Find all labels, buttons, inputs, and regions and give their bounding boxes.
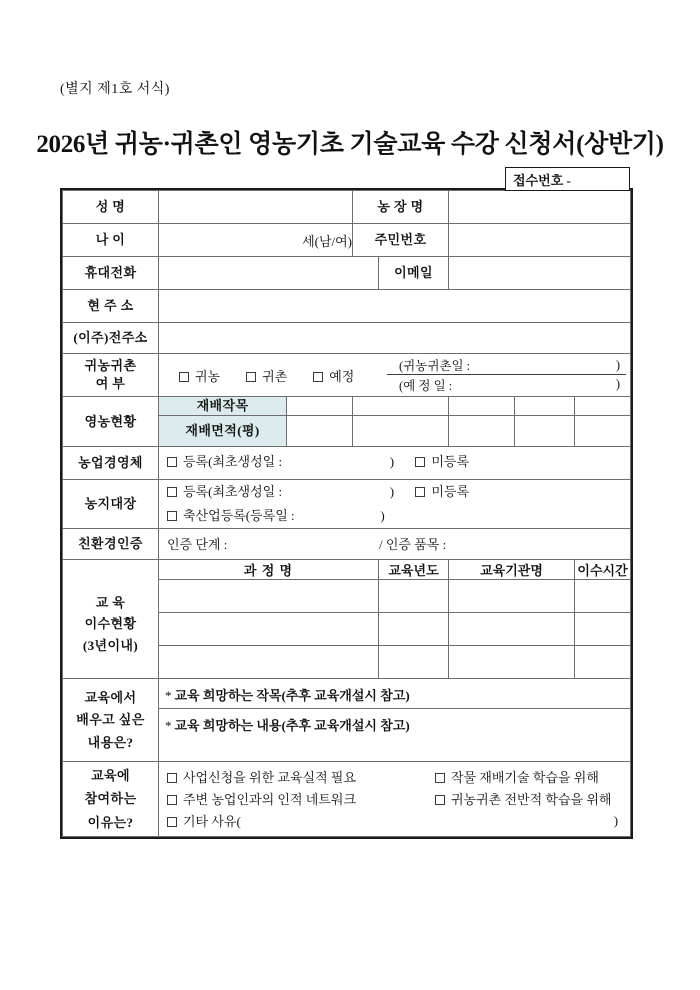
table-row-return-status: [63, 354, 631, 397]
checkbox-label: 축산업등록(등록일 :: [183, 507, 295, 523]
field-reason: [159, 761, 631, 836]
field-institution-3[interactable]: [449, 645, 575, 678]
field-crop-area-1[interactable]: [287, 415, 353, 446]
checkbox-option-return-farming[interactable]: [179, 366, 220, 385]
checkbox-label: 귀촌: [262, 368, 288, 384]
checkbox-icon[interactable]: [246, 372, 256, 382]
application-form-table: [62, 190, 631, 837]
field-education-year-3[interactable]: [379, 645, 449, 678]
label-farmland-ledger: 농지대장: [63, 479, 159, 528]
checkbox-label: 미등록: [431, 454, 470, 470]
table-row-crop-items: [63, 397, 631, 416]
table-row-eco-certification: [63, 528, 631, 559]
field-hours-2[interactable]: [575, 612, 631, 645]
label-business-entity: 농업경영체: [63, 446, 159, 479]
form-note: (별지 제1호 서식): [60, 82, 170, 97]
table-row-previous-address: [63, 323, 631, 354]
field-business-entity: [159, 446, 631, 479]
label-farming-status: 영농현황: [63, 397, 159, 447]
farmland-ledger-line-1: [159, 480, 630, 504]
field-return-date-close: ): [615, 357, 621, 372]
label-wish-line2: 배우고 싶은: [76, 712, 145, 728]
field-planned-date[interactable]: [387, 375, 626, 394]
table-row-wish-crop: [63, 678, 631, 708]
checkbox-option-livestock-registration[interactable]: [167, 506, 385, 526]
reason-option-row-1: [167, 767, 624, 786]
label-reason: [63, 761, 159, 836]
checkbox-option-entity-unregistered[interactable]: [415, 452, 469, 472]
field-crop-area-5[interactable]: [575, 415, 631, 446]
entity-registered-close: ): [389, 454, 395, 470]
table-row-farmland-ledger: [63, 479, 631, 528]
table-row-address: [63, 290, 631, 323]
checkbox-option-general-learning[interactable]: [435, 789, 611, 808]
field-crop-item-5[interactable]: [575, 397, 631, 416]
checkbox-label: 기타 사유(: [183, 814, 241, 830]
receipt-number-box: [505, 167, 630, 191]
table-row-education-header: [63, 559, 631, 579]
field-crop-item-1[interactable]: [287, 397, 353, 416]
checkbox-icon[interactable]: [167, 795, 177, 805]
field-resident-number-value[interactable]: [449, 224, 631, 257]
label-eco-certification: 친환경인증: [63, 528, 159, 559]
field-return-date-label: (귀농귀촌일 :: [399, 359, 471, 373]
checkbox-option-crop-technique[interactable]: [435, 767, 599, 786]
field-planned-date-close: ): [615, 377, 621, 391]
checkbox-option-other-reason[interactable]: [167, 811, 241, 830]
label-reason-line1: 교육에: [91, 767, 130, 783]
field-course-name-3[interactable]: [159, 645, 379, 678]
checkbox-icon[interactable]: [415, 457, 425, 467]
label-age: 나 이: [63, 224, 159, 257]
checkbox-icon[interactable]: [313, 372, 323, 382]
table-row-name: [63, 191, 631, 224]
field-crop-area-4[interactable]: [515, 415, 575, 446]
label-resident-number: 주민번호: [353, 224, 449, 257]
checkbox-option-planned[interactable]: [313, 366, 354, 385]
bullet-star: *: [165, 687, 172, 703]
label-education-line3: (3년이내): [82, 637, 139, 653]
field-farmland-ledger: [159, 479, 631, 528]
bullet-star: *: [165, 717, 172, 733]
checkbox-icon[interactable]: [167, 487, 177, 497]
field-mobile-phone-value[interactable]: [159, 257, 379, 290]
field-farm-name-value[interactable]: [449, 191, 631, 224]
field-wish-crop[interactable]: [159, 678, 631, 708]
reason-option-row-2: [167, 789, 624, 808]
checkbox-label: 미등록: [431, 483, 470, 499]
field-planned-date-label: (예 정 일 :: [399, 378, 453, 393]
label-previous-address: (이주)전주소: [63, 323, 159, 354]
field-crop-item-2[interactable]: [353, 397, 449, 416]
column-header-institution: 교육기관명: [449, 559, 575, 579]
checkbox-icon[interactable]: [167, 817, 177, 827]
checkbox-label: 예정: [329, 368, 355, 384]
reason-option-row-3: [167, 811, 624, 830]
label-crop-area: 재배면적(평): [159, 415, 287, 446]
field-education-year-1[interactable]: [379, 579, 449, 612]
field-crop-area-2[interactable]: [353, 415, 449, 446]
field-wish-content[interactable]: [159, 708, 631, 761]
checkbox-icon[interactable]: [415, 487, 425, 497]
checkbox-option-entity-registered[interactable]: [167, 452, 394, 472]
checkbox-option-business-requirement[interactable]: [167, 767, 435, 786]
ledger-registered-close: ): [389, 483, 395, 499]
column-header-hours: 이수시간: [575, 559, 631, 579]
label-reason-line2: 참여하는: [84, 791, 137, 807]
other-reason-close: ): [613, 812, 619, 828]
checkbox-icon[interactable]: [179, 372, 189, 382]
label-wish-line1: 교육에서: [84, 689, 137, 705]
label-current-address: 현 주 소: [63, 290, 159, 323]
checkbox-label: 등록(최초생성일 :: [183, 483, 283, 499]
label-name: 성 명: [63, 191, 159, 224]
checkbox-label: 작물 재배기술 학습을 위해: [451, 770, 599, 786]
label-return-status-line2: 여 부: [95, 376, 126, 391]
field-education-year-2[interactable]: [379, 612, 449, 645]
checkbox-option-return-village[interactable]: [246, 366, 287, 385]
checkbox-option-ledger-registered[interactable]: [167, 482, 394, 502]
field-crop-item-3[interactable]: [449, 397, 515, 416]
checkbox-option-network[interactable]: [167, 789, 435, 808]
field-hours-1[interactable]: [575, 579, 631, 612]
checkbox-icon[interactable]: [435, 795, 445, 805]
table-row-age: [63, 224, 631, 257]
field-email-value[interactable]: [449, 257, 631, 290]
return-status-checkbox-group: [159, 356, 387, 394]
label-reason-line3: 이유는?: [87, 814, 134, 830]
table-row-reason: [63, 761, 631, 836]
table-row-business-entity: [63, 446, 631, 479]
business-entity-options: [159, 450, 630, 474]
field-hours-3[interactable]: [575, 645, 631, 678]
field-crop-area-3[interactable]: [449, 415, 515, 446]
label-education-history: [63, 559, 159, 678]
label-education-line1: 교 육: [95, 594, 126, 610]
checkbox-icon[interactable]: [167, 457, 177, 467]
label-farm-name: 농 장 명: [353, 191, 449, 224]
label-email: 이메일: [379, 257, 449, 290]
field-eco-certification[interactable]: [159, 528, 631, 559]
eco-cert-item-label: / 인증 품목 :: [379, 537, 447, 553]
field-crop-item-4[interactable]: [515, 397, 575, 416]
eco-cert-stage-label: 인증 단계 :: [167, 537, 228, 553]
field-course-name-1[interactable]: [159, 579, 379, 612]
field-previous-address-value[interactable]: [159, 323, 631, 354]
label-education-line2: 이수현황: [84, 616, 137, 632]
label-wish-line3: 내용은?: [87, 734, 134, 750]
field-return-date[interactable]: [387, 356, 626, 375]
label-mobile-phone: 휴대전화: [63, 257, 159, 290]
label-return-status-line1: 귀농귀촌: [84, 358, 137, 374]
field-return-status: [159, 354, 631, 397]
checkbox-icon[interactable]: [167, 511, 177, 521]
checkbox-label: 귀농: [195, 368, 221, 384]
checkbox-label: 사업신청을 위한 교육실적 필요: [183, 770, 357, 786]
label-crop-item: 재배작목: [159, 397, 287, 416]
receipt-number-label: 접수번호 -: [513, 172, 571, 188]
checkbox-label: 등록(최초생성일 :: [183, 454, 283, 470]
field-course-name-2[interactable]: [159, 612, 379, 645]
field-age-value[interactable]: 세(남/여): [159, 224, 353, 257]
farmland-ledger-line-2: [159, 504, 630, 528]
table-row-phone: [63, 257, 631, 290]
field-institution-2[interactable]: [449, 612, 575, 645]
checkbox-label: 주변 농업인과의 인적 네트워크: [183, 792, 357, 808]
livestock-close: ): [380, 507, 385, 523]
checkbox-option-ledger-unregistered[interactable]: [415, 482, 469, 502]
field-institution-1[interactable]: [449, 579, 575, 612]
checkbox-label: 귀농귀촌 전반적 학습을 위해: [451, 792, 612, 808]
field-name-value[interactable]: [159, 191, 353, 224]
field-current-address-value[interactable]: [159, 290, 631, 323]
prompt-wish-content: 교육 희망하는 내용(추후 교육개설시 참고): [174, 717, 410, 733]
label-return-status: [63, 354, 159, 397]
column-header-education-year: 교육년도: [379, 559, 449, 579]
checkbox-icon[interactable]: [167, 773, 177, 783]
label-wish-to-learn: [63, 678, 159, 761]
column-header-course-name: 과 정 명: [159, 559, 379, 579]
page-title: 2026년 귀농·귀촌인 영농기초 기술교육 수강 신청서(상반기): [36, 131, 664, 158]
prompt-wish-crop: 교육 희망하는 작목(추후 교육개설시 참고): [174, 687, 410, 703]
checkbox-icon[interactable]: [435, 773, 445, 783]
